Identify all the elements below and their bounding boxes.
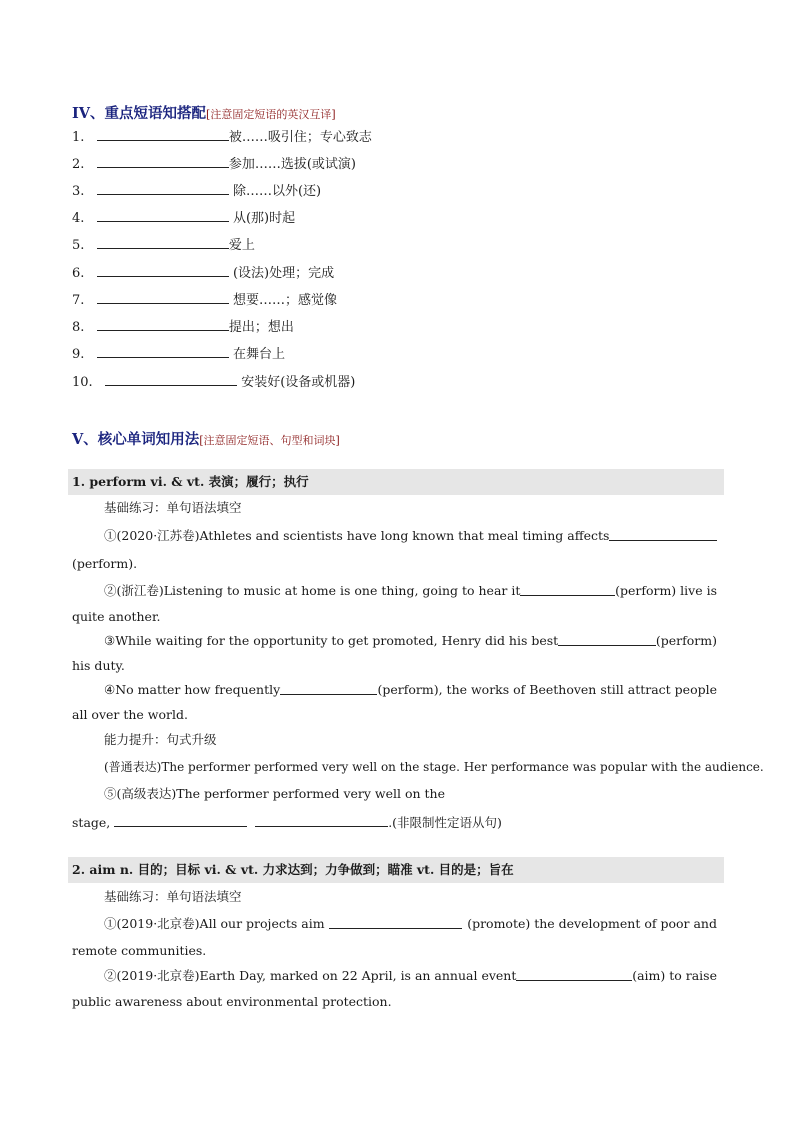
answer-blank[interactable] [114,813,247,827]
phrase-item: 6. (设法)处理；完成 [72,263,334,283]
answer-blank[interactable] [516,967,632,981]
phrase-item: 4. 从(那)时起 [72,208,295,228]
answer-blank[interactable] [520,582,615,596]
question-line: ①(2020·江苏卷)Athletes and scientists have long known that meal timing affects [104,527,717,545]
question-line: ①(2019·北京卷)All our projects aim (promote) the development of poor and [104,916,717,931]
phrase-item: 9. 在舞台上 [72,344,285,364]
section-5-note: [注意固定短语、句型和词块] [199,434,340,447]
question-line: his duty. [72,658,125,673]
basic-practice-label: 基础练习：单句语法填空 [104,500,242,515]
answer-blank[interactable] [97,235,229,249]
basic-practice-label: 基础练习：单句语法填空 [104,889,242,904]
answer-blank[interactable] [255,813,388,827]
answer-blank[interactable] [97,290,229,304]
phrase-item: 5. 爱上 [72,235,255,255]
answer-blank[interactable] [105,372,237,386]
answer-blank[interactable] [97,263,229,277]
question-line: public awareness about environmental protection. [72,994,392,1009]
word-heading-perform: 1. perform vi. & vt. 表演；履行；执行 [68,469,724,495]
answer-blank[interactable] [280,681,377,695]
answer-blank[interactable] [97,344,229,358]
answer-blank[interactable] [609,527,717,541]
question-line: quite another. [72,609,161,624]
question-line: remote communities. [72,943,207,958]
question-line: stage, .(非限制性定语从句) [72,815,502,830]
phrase-item: 1. 被……吸引住；专心致志 [72,127,372,147]
section-4-note: [注意固定短语的英汉互译] [206,108,336,121]
phrase-item: 2. 参加……选拔(或试演) [72,154,356,174]
question-line: ②(浙江卷)Listening to music at home is one thing, going to hear it (perform) live is [104,583,717,598]
phrase-item: 8. 提出；想出 [72,317,294,337]
answer-blank[interactable] [329,915,462,929]
answer-blank[interactable] [97,317,229,331]
phrase-item: 3. 除……以外(还) [72,181,321,201]
phrase-item: 10. 安装好(设备或机器) [72,372,355,392]
answer-blank[interactable] [97,181,229,195]
section-5-title: V、核心单词知用法[注意固定短语、句型和词块] [72,431,340,448]
question-line: ④No matter how frequently (perform), the works of Beethoven still attract people [104,682,717,697]
section-4-title: IV、重点短语知搭配[注意固定短语的英汉互译] [72,105,336,122]
question-line: ⑤(高级表达)The performer performed very well on the [104,786,445,801]
question-line: all over the world. [72,707,188,722]
phrase-item: 7. 想要……；感觉像 [72,290,337,310]
question-line: ②(2019·北京卷)Earth Day, marked on 22 April, is an annual event (aim) to raise [104,968,717,983]
answer-blank[interactable] [97,208,229,222]
answer-blank[interactable] [558,632,656,646]
advanced-practice-label: 能力提升：句式升级 [104,732,217,747]
answer-blank[interactable] [97,154,229,168]
word-heading-aim: 2. aim n. 目的；目标 vi. & vt. 力求达到；力争做到；瞄准 vt. 目的是；旨在 [68,857,724,883]
answer-blank[interactable] [97,127,229,141]
question-line: ③While waiting for the opportunity to get promoted, Henry did his best (perform) [104,633,717,648]
normal-expression: (普通表达)The performer performed very well on the stage. Her performance was popular with the audience. [104,760,764,774]
question-line: (perform). [72,556,138,571]
